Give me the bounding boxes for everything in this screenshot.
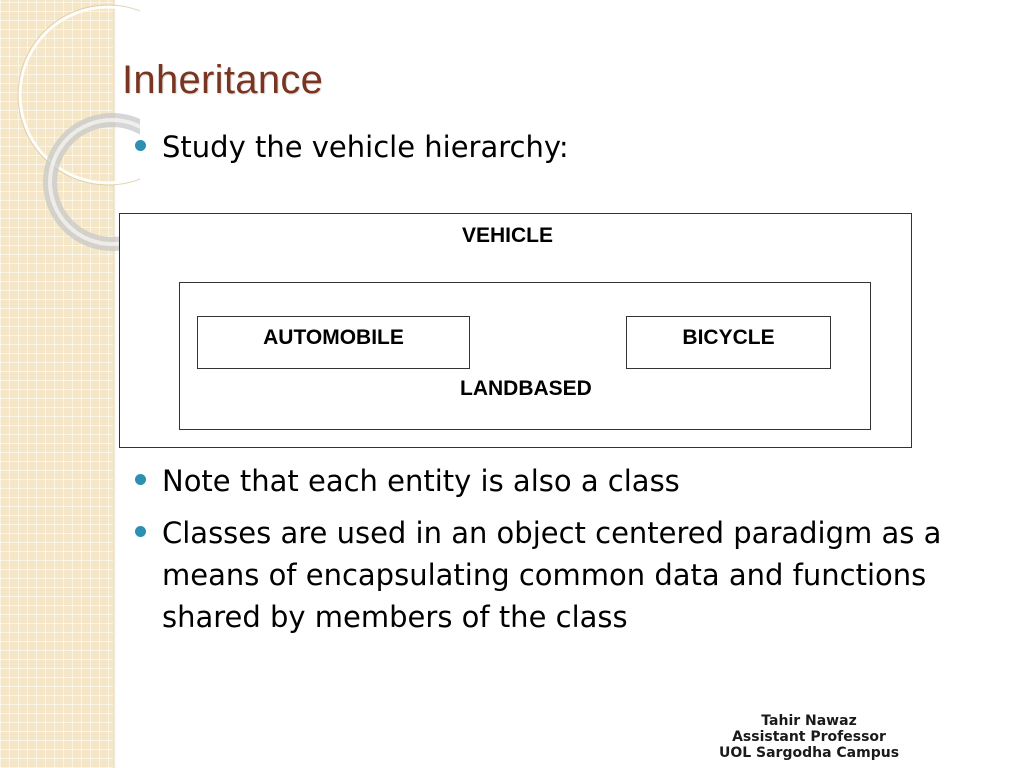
automobile-label: AUTOMOBILE	[263, 326, 404, 349]
author-footer	[700, 713, 918, 761]
bullet-icon	[135, 474, 146, 485]
vehicle-hierarchy-diagram	[119, 213, 912, 448]
bullet-item	[135, 460, 935, 502]
author-campus: UOL Sargodha Campus	[718, 745, 900, 761]
bicycle-box	[626, 316, 831, 369]
bullet-item	[135, 512, 975, 642]
landbased-label: LANDBASED	[460, 377, 592, 400]
slide-title: Inheritance	[122, 58, 324, 102]
bullet-item	[135, 126, 935, 168]
bullet-text: Note that each entity is also a class	[162, 464, 680, 498]
automobile-box	[197, 316, 470, 369]
bullet-icon	[135, 140, 146, 151]
author-name: Tahir Nawaz	[761, 713, 857, 729]
landbased-container	[179, 282, 871, 430]
bicycle-label: BICYCLE	[682, 326, 775, 349]
bullet-icon	[135, 526, 146, 537]
author-role: Assistant Professor	[732, 729, 886, 745]
bullet-text: Study the vehicle hierarchy:	[162, 130, 569, 164]
bullet-text: Classes are used in an object centered paradigm as a means of encapsulating common data and functions shared by members of the class	[162, 516, 942, 634]
vehicle-label: VEHICLE	[462, 224, 554, 247]
